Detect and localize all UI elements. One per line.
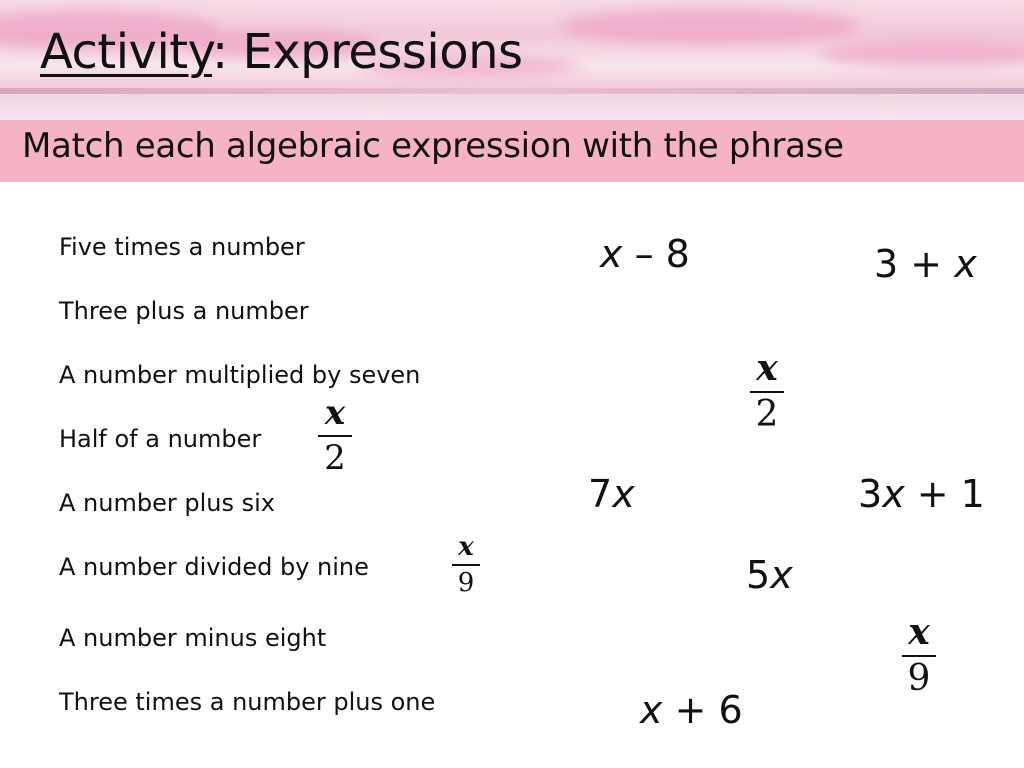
- fraction-x-over-2-option: [750, 347, 784, 435]
- fraction-denominator: 9: [907, 658, 931, 699]
- fraction-numerator: x: [908, 611, 930, 653]
- expression-option: 5x: [746, 553, 793, 597]
- fraction-denominator: 2: [324, 438, 346, 478]
- fraction-x-over-2-inline: [318, 393, 352, 478]
- phrase-item: A number plus six: [59, 489, 275, 517]
- expression-option: 3 + x: [874, 242, 977, 286]
- phrase-item: Five times a number: [59, 233, 305, 261]
- title-rest: : Expressions: [212, 24, 523, 80]
- fraction-bar: [750, 391, 784, 393]
- title-underlined: Activity: [40, 24, 213, 80]
- fraction-x-over-9-inline: [452, 534, 480, 596]
- fraction-bar: [318, 435, 352, 437]
- fraction-bar: [902, 655, 936, 657]
- fraction-numerator: x: [324, 393, 346, 433]
- expression-option: 3x + 1: [858, 472, 985, 516]
- phrase-item: Three plus a number: [59, 297, 309, 325]
- fraction-denominator: 2: [755, 394, 779, 435]
- fraction-denominator: 9: [457, 568, 475, 598]
- phrase-item: A number multiplied by seven: [59, 361, 421, 389]
- phrase-item: Three times a number plus one: [59, 688, 436, 716]
- subtitle: Match each algebraic expression with the phrase: [22, 126, 844, 166]
- fraction-bar: [452, 564, 480, 566]
- expression-option: x + 6: [640, 688, 743, 732]
- fraction-numerator: x: [756, 347, 778, 389]
- expression-option: x – 8: [600, 232, 690, 276]
- fraction-x-over-9-option: [902, 611, 936, 699]
- page-title: [40, 24, 523, 80]
- fraction-numerator: x: [458, 532, 474, 562]
- phrase-item: A number minus eight: [59, 624, 327, 652]
- banner-cloud: [560, 8, 860, 44]
- expression-option: 7x: [588, 472, 635, 516]
- banner-sea: [0, 94, 1024, 120]
- phrase-item: A number divided by nine: [59, 553, 369, 581]
- banner-cloud: [820, 40, 1024, 68]
- phrase-item: Half of a number: [59, 425, 262, 453]
